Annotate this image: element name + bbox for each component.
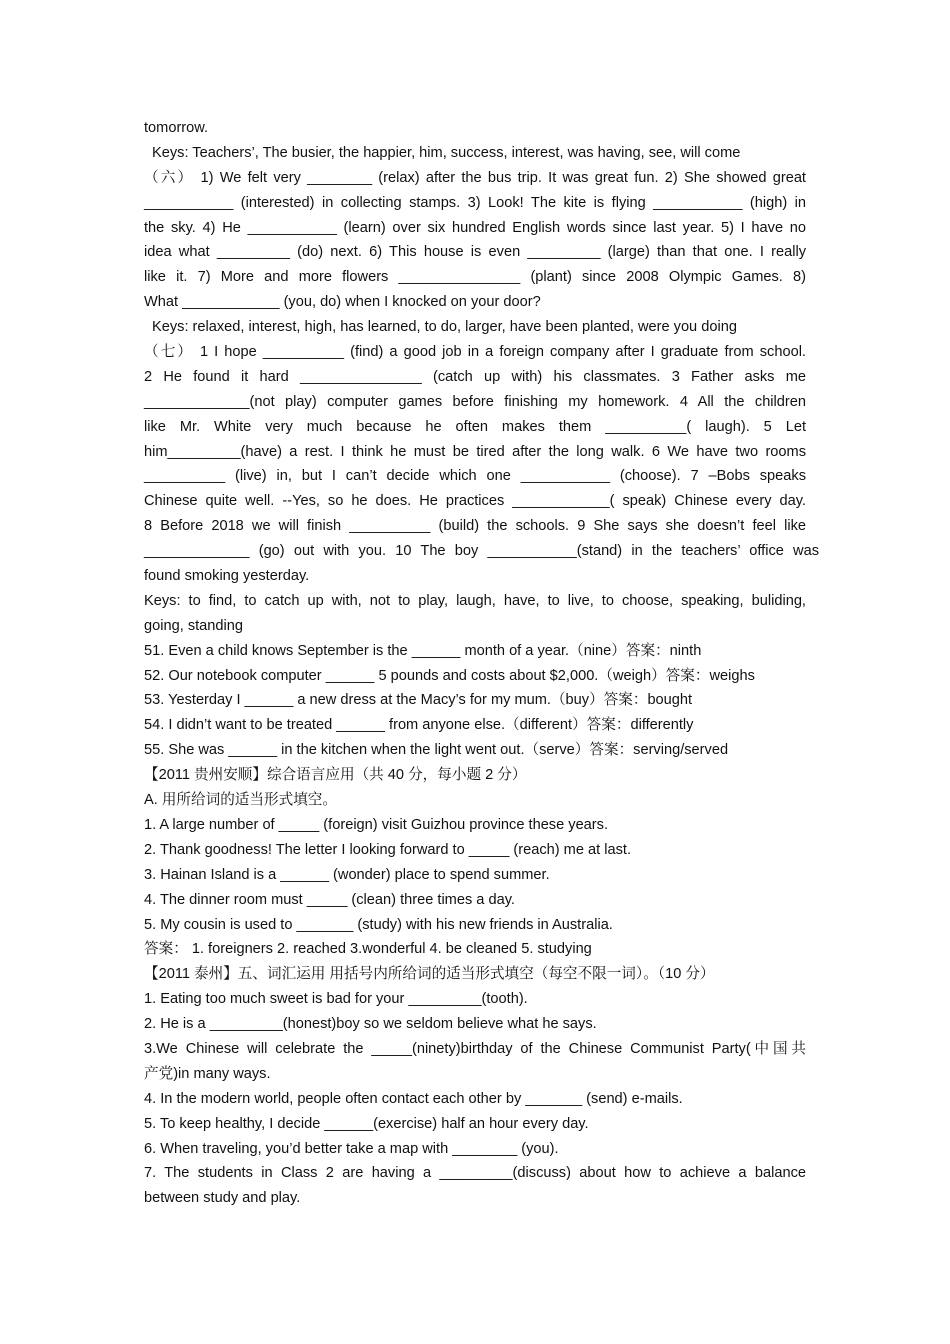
keys-line: Keys: Teachers’, The busier, the happier, him, success, interest, was having, see, will come [152, 144, 741, 161]
text-line: （六） 1) We felt very ________ (relax) after the bus trip. It was great fun. 2) She showed great [144, 169, 806, 186]
keys-line: Keys: relaxed, interest, high, has learned, to do, larger, have been planted, were you doing [152, 319, 737, 336]
text-line: _____________ (go) out with you. 10 The boy ___________(stand) in the teachers’ office was [144, 543, 819, 560]
question-line: 1. A large number of _____ (foreign) visit Guizhou province these years. [144, 816, 609, 833]
question-line: 4. In the modern world, people often contact each other by _______ (send) e-mails. [144, 1090, 683, 1107]
document-page [144, 116, 819, 1211]
question-line: 5. To keep healthy, I decide ______(exercise) half an hour every day. [144, 1115, 589, 1132]
text-line: like Mr. White very much because he often makes them __________( laugh). 5 Let [144, 418, 806, 435]
answer-line: 答案： 1. foreigners 2. reached 3.wonderful 4. be cleaned 5. studying [144, 941, 592, 958]
question-line: 1. Eating too much sweet is bad for your _________(tooth). [144, 991, 528, 1008]
question-line: 54. I didn’t want to be treated ______ from anyone else.（different）答案：differently [144, 717, 694, 734]
question-line: 产党)in many ways. [144, 1065, 271, 1082]
text-line: _____________(not play) computer games before finishing my homework. 4 All the children [144, 393, 806, 410]
text-line: him_________(have) a rest. I think he must be tired after the long walk. 6 We have two rooms [144, 443, 806, 460]
section-heading: 【2011 贵州安顺】综合语言应用（共 40 分，每小题 2 分） [144, 767, 527, 784]
text-line: （七） 1 I hope __________ (find) a good job in a foreign company after I graduate from school. [144, 344, 806, 361]
text-line: What ____________ (you, do) when I knocked on your door? [144, 294, 541, 311]
text-line: tomorrow. [144, 120, 209, 136]
keys-line: going, standing [144, 617, 243, 634]
text-line: Chinese quite well. --Yes, so he does. He practices ____________( speak) Chinese every day. [144, 493, 806, 510]
question-line: 5. My cousin is used to _______ (study) with his new friends in Australia. [144, 916, 613, 933]
text-line: idea what _________ (do) next. 6) This house is even _________ (large) than that one. I really [144, 244, 806, 261]
text-line: the sky. 4) He ___________ (learn) over six hundred English words since last year. 5) I have no [144, 219, 806, 236]
text-line: __________ (live) in, but I can’t decide which one ___________ (choose). 7 –Bobs speaks [144, 468, 806, 485]
section-heading: 【2011 泰州】五、词汇运用 用括号内所给词的适当形式填空（每空不限一词）。（10 分） [144, 966, 715, 983]
question-line: 6. When traveling, you’d better take a map with ________ (you). [144, 1140, 559, 1157]
question-line: 2. He is a _________(honest)boy so we seldom believe what he says. [144, 1016, 597, 1033]
section-instruction: A. 用所给词的适当形式填空。 [144, 792, 337, 809]
question-line: 4. The dinner room must _____ (clean) three times a day. [144, 891, 515, 908]
text-line: like it. 7) More and more flowers _______________ (plant) since 2008 Olympic Games. 8) [144, 269, 806, 286]
question-line: 2. Thank goodness! The letter I looking forward to _____ (reach) me at last. [144, 841, 632, 858]
keys-line: Keys: to find, to catch up with, not to play, laugh, have, to live, to choose, speaking, buliding, [144, 592, 806, 609]
question-line: 3.We Chinese will celebrate the _____(ninety)birthday of the Chinese Communist Party(中国共 [144, 1040, 806, 1057]
question-line: 53. Yesterday I ______ a new dress at the Macy’s for my mum.（buy）答案：bought [144, 692, 693, 709]
question-line: 55. She was ______ in the kitchen when the light went out.（serve）答案：serving/served [144, 742, 729, 759]
text-line: 2 He found it hard _______________ (catch up with) his classmates. 3 Father asks me [144, 368, 806, 385]
question-line: 51. Even a child knows September is the ______ month of a year.（nine）答案：ninth [144, 642, 702, 659]
question-line: between study and play. [144, 1190, 301, 1207]
question-line: 3. Hainan Island is a ______ (wonder) place to spend summer. [144, 866, 550, 883]
question-line: 52. Our notebook computer ______ 5 pounds and costs about $2,000.（weigh）答案：weighs [144, 667, 755, 684]
text-line: ___________ (interested) in collecting stamps. 3) Look! The kite is flying ___________ (high) in [144, 194, 806, 211]
text-line: found smoking yesterday. [144, 568, 310, 585]
text-line: 8 Before 2018 we will finish __________ (build) the schools. 9 She says she doesn’t feel like [144, 518, 806, 535]
question-line: 7. The students in Class 2 are having a _________(discuss) about how to achieve a balance [144, 1165, 806, 1182]
